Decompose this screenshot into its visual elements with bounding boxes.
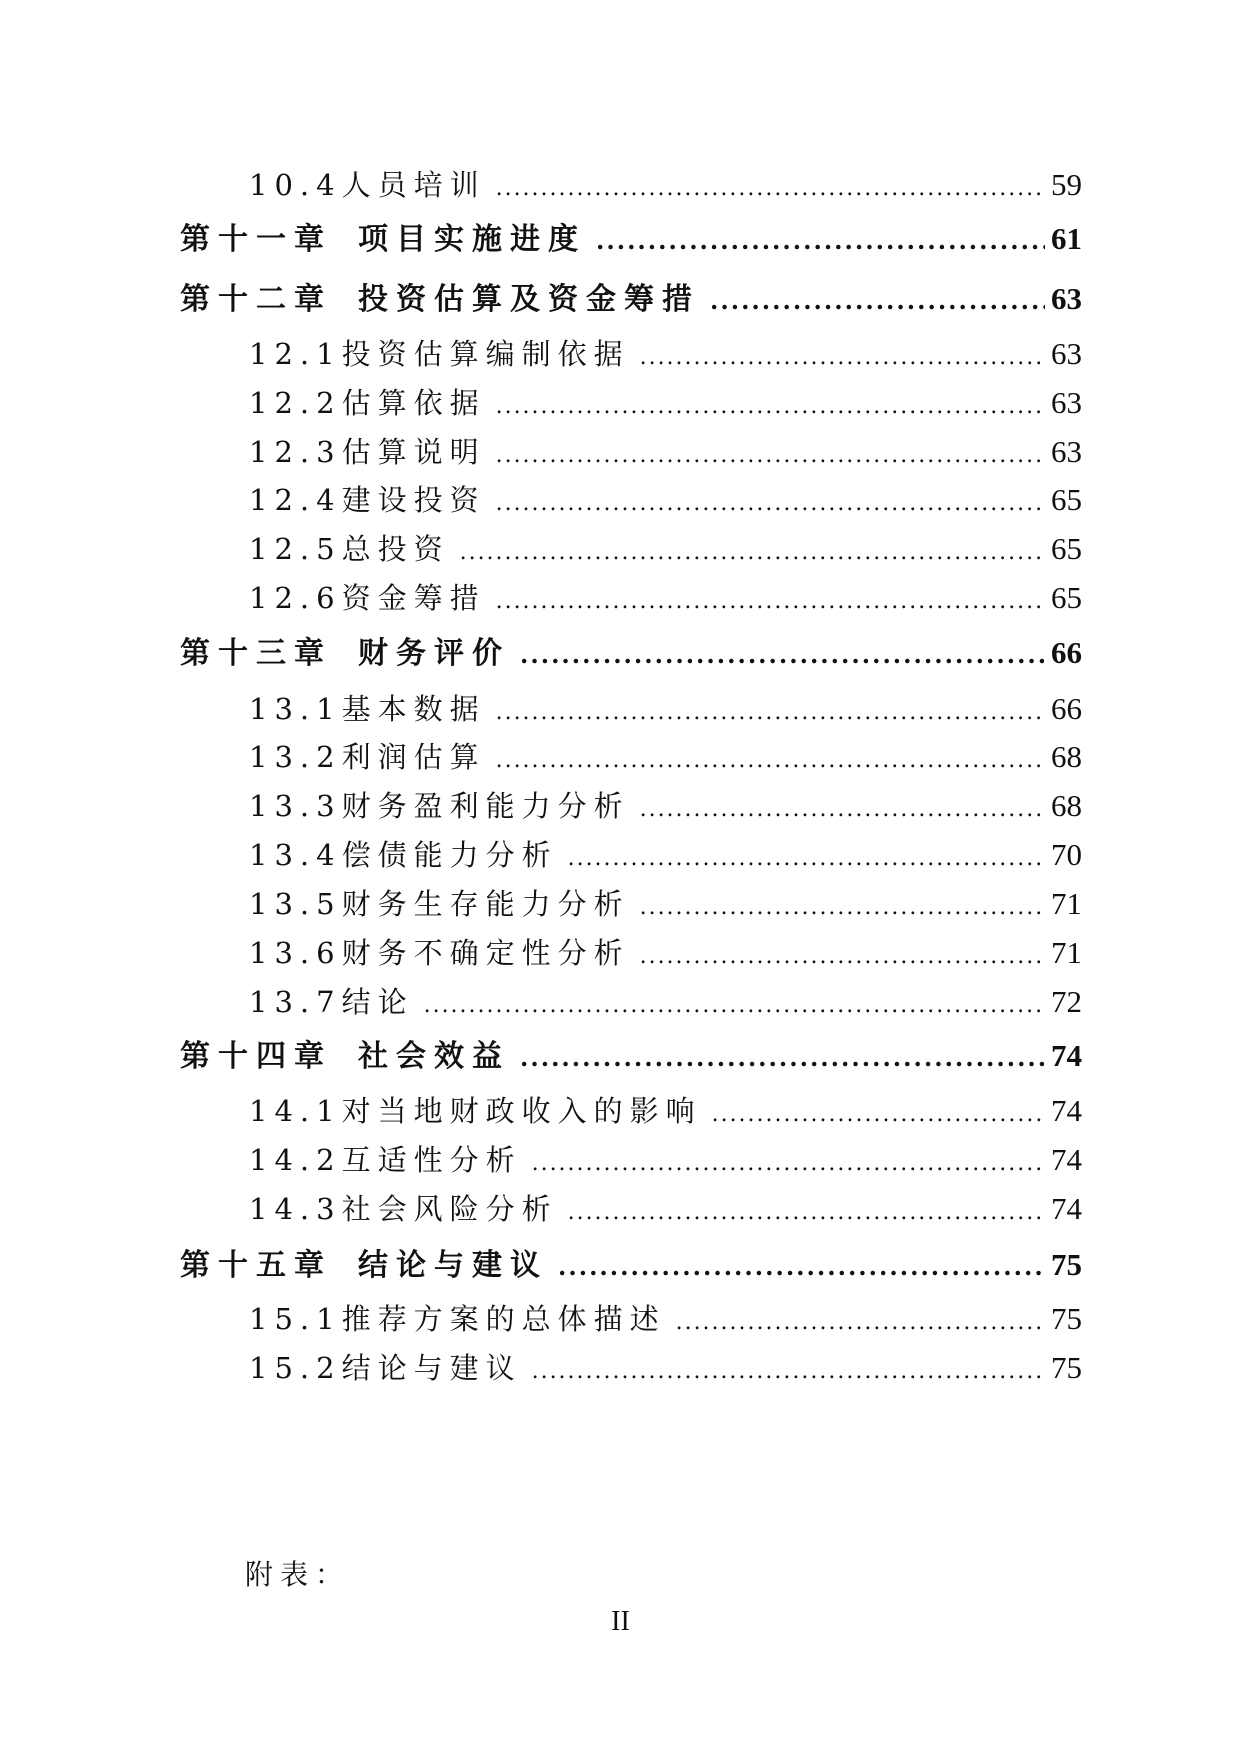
toc-entry[interactable] — [249, 381, 1082, 425]
toc-page-number: 71 — [1051, 935, 1082, 970]
toc-leader-dots — [532, 1350, 1045, 1394]
toc-leader-dots — [532, 1142, 1045, 1186]
page-number: II — [611, 1606, 630, 1637]
toc-entry-title: 12.1投资估算编制依据 — [249, 337, 630, 371]
toc-leader-dots — [496, 167, 1045, 211]
toc-leader-dots — [558, 1245, 1045, 1289]
toc-entry[interactable] — [249, 687, 1082, 731]
toc-chapter-title: 项目实施进度 — [358, 222, 586, 257]
toc-entry[interactable] — [249, 1346, 1082, 1390]
toc-entry-title: 14.3社会风险分析 — [249, 1192, 558, 1226]
toc-leader-dots — [424, 984, 1045, 1028]
toc-entry-title: 14.2互适性分析 — [249, 1143, 522, 1177]
toc-leader-dots — [496, 482, 1045, 526]
toc-chapter-entry[interactable] — [180, 277, 1082, 321]
toc-page-number: 75 — [1051, 1301, 1082, 1336]
toc-chapter-title: 结论与建议 — [358, 1248, 548, 1283]
toc-leader-dots — [596, 219, 1045, 263]
toc-chapter-label: 第十二章 — [180, 282, 332, 317]
toc-leader-dots — [640, 886, 1045, 930]
toc-entry[interactable] — [249, 882, 1082, 926]
toc-page-number: 65 — [1051, 580, 1082, 615]
toc-page-number: 65 — [1051, 531, 1082, 566]
toc-page-number: 68 — [1051, 788, 1082, 823]
toc-entry[interactable] — [249, 1297, 1082, 1341]
toc-leader-dots — [568, 1191, 1045, 1235]
toc-leader-dots — [496, 739, 1045, 783]
toc-leader-dots — [496, 691, 1045, 735]
toc-leader-dots — [496, 434, 1045, 478]
toc-leader-dots — [640, 935, 1045, 979]
appendix-label: 附表： — [245, 1558, 351, 1591]
toc-leader-dots — [496, 580, 1045, 624]
toc-entry[interactable] — [249, 478, 1082, 522]
toc-entry-title: 13.6财务不确定性分析 — [249, 936, 630, 970]
toc-entry-title: 12.6资金筹措 — [249, 581, 486, 615]
toc-page-number: 65 — [1051, 482, 1082, 517]
toc-leader-dots — [712, 1093, 1045, 1137]
toc-leader-dots — [640, 788, 1045, 832]
toc-entry[interactable] — [249, 1089, 1082, 1133]
toc-page-number: 70 — [1051, 837, 1082, 872]
toc-leader-dots — [460, 531, 1045, 575]
toc-leader-dots — [568, 837, 1045, 881]
toc-entry[interactable] — [249, 735, 1082, 779]
toc-page-number: 63 — [1051, 281, 1082, 316]
toc-page-number: 74 — [1051, 1142, 1082, 1177]
toc-entry-title: 12.3估算说明 — [249, 435, 486, 469]
toc-page-number: 75 — [1051, 1247, 1082, 1282]
toc-page-number: 75 — [1051, 1350, 1082, 1385]
toc-chapter-label: 第十四章 — [180, 1039, 332, 1074]
toc-entry-title: 13.2利润估算 — [249, 740, 486, 774]
toc-entry-title: 12.2估算依据 — [249, 386, 486, 420]
toc-entry[interactable] — [249, 430, 1082, 474]
toc-chapter-entry[interactable] — [180, 217, 1082, 261]
toc-entry-title: 13.7结论 — [249, 985, 414, 1019]
toc-page-number: 72 — [1051, 984, 1082, 1019]
toc-entry[interactable] — [249, 980, 1082, 1024]
toc-leader-dots — [710, 279, 1045, 323]
toc-leader-dots — [640, 336, 1045, 380]
toc-leader-dots — [520, 633, 1045, 677]
toc-page-number: 59 — [1051, 167, 1082, 202]
toc-page-number: 63 — [1051, 385, 1082, 420]
toc-page-number: 66 — [1051, 691, 1082, 726]
toc-page-number: 63 — [1051, 336, 1082, 371]
toc-page-number: 68 — [1051, 739, 1082, 774]
toc-chapter-entry[interactable] — [180, 1034, 1082, 1078]
toc-chapter-title: 投资估算及资金筹措 — [358, 282, 700, 317]
toc-entry-title: 12.5总投资 — [249, 532, 450, 566]
toc-page-number: 74 — [1051, 1093, 1082, 1128]
toc-page-number: 63 — [1051, 434, 1082, 469]
toc-page-number: 74 — [1051, 1038, 1082, 1073]
toc-chapter-entry[interactable] — [180, 631, 1082, 675]
toc-entry[interactable] — [249, 1138, 1082, 1182]
toc-entry[interactable] — [249, 527, 1082, 571]
toc-leader-dots — [676, 1301, 1045, 1345]
toc-page-number: 71 — [1051, 886, 1082, 921]
toc-entry[interactable] — [249, 784, 1082, 828]
toc-leader-dots — [496, 385, 1045, 429]
toc-chapter-title: 社会效益 — [358, 1039, 510, 1074]
toc-entry-title: 10.4人员培训 — [249, 168, 486, 202]
toc-entry-title: 15.1推荐方案的总体描述 — [249, 1302, 666, 1336]
toc-leader-dots — [520, 1036, 1045, 1080]
toc-chapter-label: 第十三章 — [180, 636, 332, 671]
toc-page-number: 61 — [1051, 221, 1082, 256]
toc-entry-title: 13.4偿债能力分析 — [249, 838, 558, 872]
toc-entry-title: 13.3财务盈利能力分析 — [249, 789, 630, 823]
toc-chapter-label: 第十五章 — [180, 1248, 332, 1283]
toc-chapter-title: 财务评价 — [358, 636, 510, 671]
toc-entry-title: 14.1对当地财政收入的影响 — [249, 1094, 702, 1128]
toc-entry[interactable] — [249, 163, 1082, 207]
toc-entry-title: 12.4建设投资 — [249, 483, 486, 517]
toc-page-number: 66 — [1051, 635, 1082, 670]
toc-chapter-entry[interactable] — [180, 1243, 1082, 1287]
toc-entry[interactable] — [249, 1187, 1082, 1231]
toc-entry[interactable] — [249, 833, 1082, 877]
toc-page-number: 74 — [1051, 1191, 1082, 1226]
toc-chapter-label: 第十一章 — [180, 222, 332, 257]
toc-entry[interactable] — [249, 931, 1082, 975]
toc-entry-title: 13.5财务生存能力分析 — [249, 887, 630, 921]
toc-entry[interactable] — [249, 332, 1082, 376]
toc-entry[interactable] — [249, 576, 1082, 620]
toc-entry-title: 13.1基本数据 — [249, 692, 486, 726]
toc-entry-title: 15.2结论与建议 — [249, 1351, 522, 1385]
